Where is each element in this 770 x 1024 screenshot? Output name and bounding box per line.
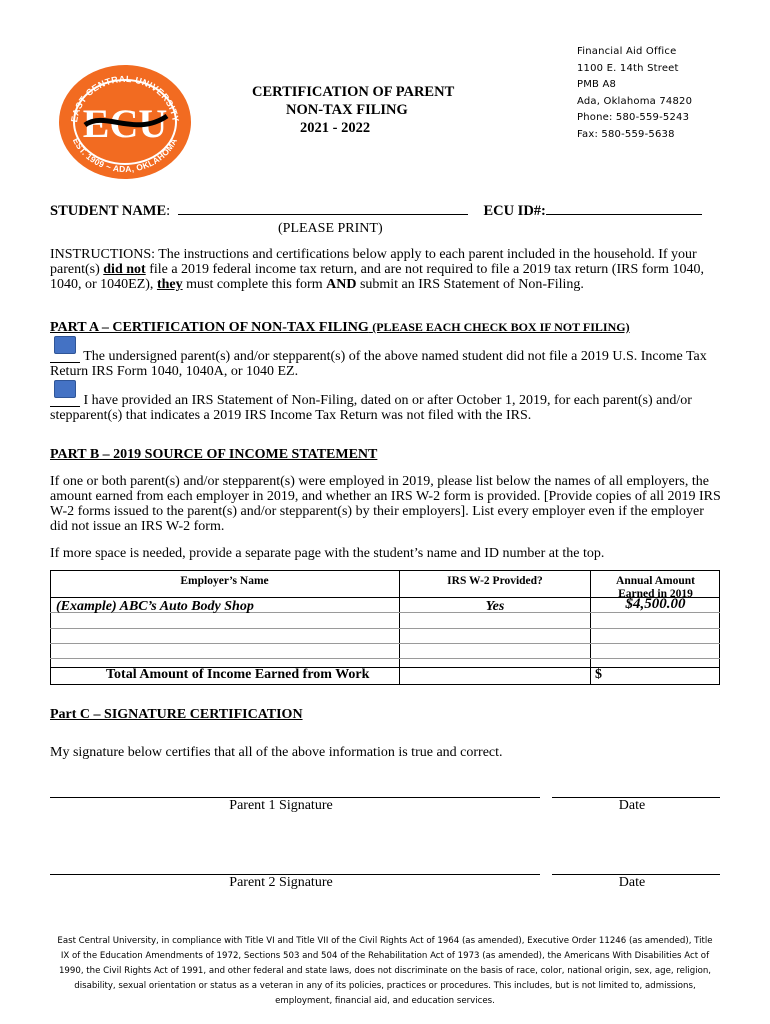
col-employer-name: Employer’s Name (180, 575, 269, 587)
parent-1-date-label: Date (618, 798, 646, 813)
parent-1-signature-label: Parent 1 Signature (229, 798, 333, 813)
instructions-text: must complete this form (182, 277, 327, 292)
did-not-emphasis: did not (103, 262, 146, 277)
part-a-item-2-text: I have provided an IRS Statement of Non-Filing, dated on or after October 1, 2019, for each parent(s) and/or stepparent(s) that indicates a 2019 IRS Income Tax Return was not filed with the IRS. (50, 393, 692, 423)
logo-ring-bottom: EST. 1909 ~ ADA, OKLAHOMA (70, 136, 180, 175)
please-print-note: (PLEASE PRINT) (278, 221, 383, 236)
and-emphasis: AND (326, 277, 357, 292)
more-space-note: If more space is needed, provide a separate page with the student’s name and ID number at the top. (50, 546, 605, 561)
checkbox-not-filed[interactable] (54, 336, 76, 354)
student-name-colon: : (166, 203, 171, 219)
employer-name-cell[interactable] (51, 613, 399, 627)
checkbox-underline (50, 346, 80, 363)
address-line: Phone: 580-559-5243 (577, 112, 690, 124)
part-a-note: (PLEASE EACH CHECK BOX IF NOT FILING) (372, 320, 630, 334)
office-address (577, 44, 692, 144)
non-discrimination-footer: East Central University, in compliance with Title VI and Title VII of the Civil Rights Act of 1964 (as amended), Executive Order 11246 (as amended), Title IX of the Education Amendments of 1972, Sections 503 and 504 of the Rehabilitation Act of 1973 (as amended), the Americans With Disabilities Act of 1990, the Civil Rights Act of 1991, and other federal and state laws, does not discriminate on the basis of race, color, national origin, sex, age, religion, disability, sexual orientation or status as a veteran in any of its policies, practices or procedures. This includes, but is not limited to, admissions, employment, financial aid, and education services. (57, 936, 713, 1006)
col-annual-amount-line-2: Earned in 2019 (618, 588, 693, 600)
part-a-heading (50, 320, 630, 336)
logo-ring-top: EAST CENTRAL UNIVERSITY (69, 73, 181, 123)
form-title (225, 83, 485, 137)
part-c-heading: Part C – SIGNATURE CERTIFICATION (50, 707, 303, 722)
address-line: Fax: 580-559-5638 (577, 128, 675, 140)
instructions-text: submit an IRS Statement of Non-Filing. (356, 277, 584, 292)
address-line: Ada, Oklahoma 74820 (577, 95, 693, 107)
ecu-id-field[interactable] (546, 200, 702, 215)
example-amount: $4,500.00 (625, 596, 686, 612)
part-a-item-1-text: The undersigned parent(s) and/or stepparent(s) of the above named student did not file a 2019 U.S. Income Tax Return IRS Form 1040, 1040A, or 1040 EZ. (50, 349, 707, 379)
part-a-title: PART A – CERTIFICATION OF NON-TAX FILING (50, 320, 369, 335)
part-b-text: If one or both parent(s) and/or stepparent(s) were employed in 2019, please list below the names of all employers, the amount earned from each employer in 2019, and whether an IRS W-2 form is provided. [Provide copies of all 2019 IRS W-2 forms issued to the parent(s) and/or stepparent(s) by their employers]. List every employer even if the employer did not issue an IRS W-2 form. (50, 474, 721, 534)
example-employer: (Example) ABC’s Auto Body Shop (56, 599, 254, 614)
address-line: 1100 E. 14th Street (577, 62, 679, 74)
checkbox-underline (50, 390, 80, 407)
employer-name-cell[interactable] (51, 629, 399, 643)
ecu-id-label: ECU ID#: (483, 203, 546, 219)
address-line: Financial Aid Office (577, 46, 677, 57)
example-w2: Yes (485, 599, 505, 614)
title-line-1: CERTIFICATION OF PARENT (252, 84, 455, 100)
student-name-field[interactable] (178, 200, 468, 215)
part-c-text: My signature below certifies that all of the above information is true and correct. (50, 745, 503, 760)
student-info-row (50, 200, 720, 220)
logo-letters: ECU (82, 101, 168, 146)
part-a-item-1 (50, 346, 722, 379)
student-name-label: STUDENT NAME (50, 203, 167, 219)
employer-name-cell[interactable] (51, 644, 399, 658)
checkbox-statement-provided[interactable] (54, 380, 76, 398)
col-annual-amount-line-1: Annual Amount (616, 575, 695, 587)
parent-2-date-label: Date (618, 875, 646, 890)
total-income-label: Total Amount of Income Earned from Work (106, 667, 370, 682)
employer-table (50, 570, 720, 685)
part-a-item-2 (50, 390, 722, 423)
title-line-2: NON-TAX FILING (286, 102, 408, 118)
total-dollar-sign: $ (595, 667, 602, 682)
they-emphasis: they (156, 277, 183, 292)
col-w2-provided: IRS W-2 Provided? (447, 575, 543, 587)
instructions-text: file a 2019 federal income tax return, and are not required to file a 2019 tax return (IRS form 1040, 1040, or 1040EZ), (50, 262, 704, 292)
parent-2-signature-label: Parent 2 Signature (229, 875, 333, 890)
title-line-3: 2021 - 2022 (300, 120, 371, 136)
address-line: PMB A8 (577, 79, 617, 91)
instructions (50, 247, 722, 292)
ecu-logo (55, 60, 195, 180)
instructions-text: INSTRUCTIONS: The instructions and certifications below apply to each parent included in the household. If your parent(s) (50, 247, 697, 277)
part-b-heading: PART B – 2019 SOURCE OF INCOME STATEMENT (50, 447, 378, 462)
